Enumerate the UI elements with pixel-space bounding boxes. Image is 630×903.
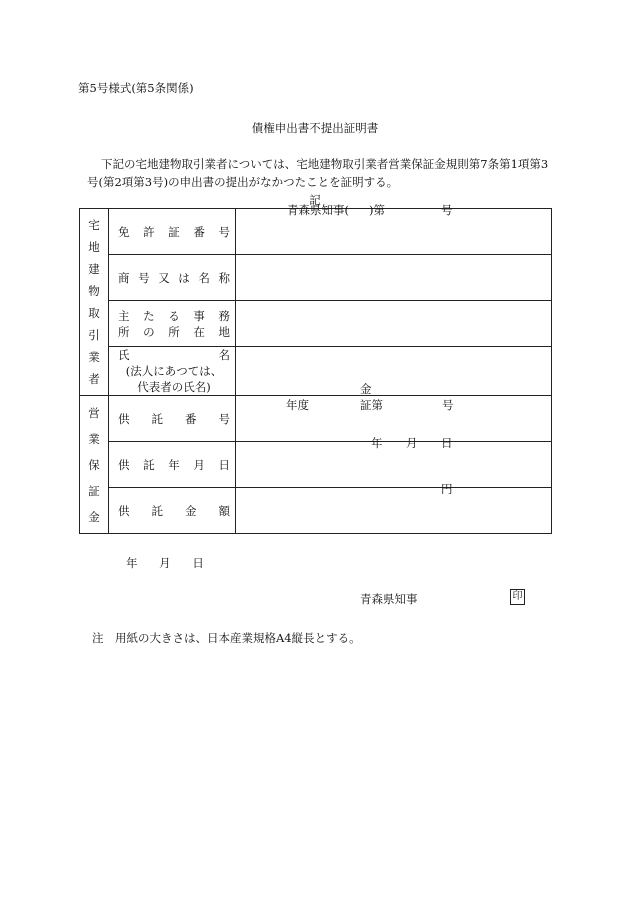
label-char: 主 <box>118 308 130 323</box>
issue-date-month: 月 <box>159 556 171 570</box>
section-deposit-label: 営業保証金 <box>88 405 100 524</box>
deposit-no-label <box>109 411 235 427</box>
label-char: 供 <box>118 503 130 518</box>
deposit-suffix: 号 <box>442 398 454 412</box>
name-label-right: 名 <box>218 348 230 362</box>
label-char: 商 <box>118 270 130 285</box>
label-char: 又 <box>158 270 170 285</box>
label-char: 月 <box>193 457 205 472</box>
label-char: 供 <box>118 457 130 472</box>
intro-line-2: 号(第2項第3号)の申出書の提出がなかつたことを証明する。 <box>87 175 399 189</box>
label-char: 号 <box>138 270 150 285</box>
label-char: 免 <box>118 224 130 239</box>
intro-line-1: 下記の宅地建物取引業者については、宅地建物取引業者営業保証金規則第7条第1項第3 <box>101 157 549 171</box>
ki-heading: 記 <box>309 193 321 207</box>
label-char: 託 <box>151 411 163 426</box>
deposit-shodai: 証第 <box>360 398 383 412</box>
deposit-date-label-cell <box>109 442 236 488</box>
deposit-date-value-cell[interactable] <box>236 436 552 488</box>
issue-date-year: 年 <box>126 556 138 570</box>
label-char: 許 <box>143 224 155 239</box>
label-char: 番 <box>193 224 205 239</box>
section-deposit <box>80 396 109 534</box>
label-char: 年 <box>168 457 180 472</box>
section-dealer <box>80 209 109 396</box>
name-value-cell[interactable] <box>236 347 552 396</box>
deposit-year: 年度 <box>286 398 309 412</box>
label-char: 番 <box>185 411 197 426</box>
footnote: 注 用紙の大きさは、日本産業規格A4縦長とする。 <box>92 631 361 645</box>
document-title: 債権申出書不提出証明書 <box>251 121 379 135</box>
form-number-label: 第5号様式(第5条関係) <box>78 81 194 95</box>
deposit-kin: 金 <box>360 382 372 396</box>
deposit-amount-value-cell[interactable] <box>236 482 552 534</box>
deposit-amount-label-cell <box>109 488 236 534</box>
certificate-table <box>79 203 552 534</box>
office-label-cell <box>109 301 236 347</box>
label-char: 証 <box>168 224 180 239</box>
label-char: 所 <box>168 324 180 339</box>
label-char: の <box>143 324 155 339</box>
issue-date-day: 日 <box>192 556 204 570</box>
license-prefix: 青森県知事( <box>287 203 349 217</box>
name-label-sub1: (法人にあつては、 <box>125 364 223 378</box>
office-label <box>109 308 235 340</box>
label-char: 称 <box>218 270 230 285</box>
label-char: 供 <box>118 411 130 426</box>
label-char: 事 <box>193 308 205 323</box>
label-char: 託 <box>151 503 163 518</box>
deposit-date-month: 月 <box>406 436 418 450</box>
label-char: 号 <box>218 224 230 239</box>
deposit-no-label-cell <box>109 396 236 442</box>
label-char: 地 <box>218 324 230 339</box>
label-char: 号 <box>218 411 230 426</box>
deposit-date-day: 日 <box>441 436 453 450</box>
office-value-cell[interactable] <box>236 301 552 347</box>
deposit-date-year: 年 <box>371 436 383 450</box>
label-char: た <box>143 308 155 323</box>
license-value-cell[interactable] <box>236 203 552 255</box>
name-label <box>109 347 235 395</box>
license-suffix: 号 <box>441 203 453 217</box>
deposit-no-value-cell[interactable] <box>236 382 552 442</box>
label-char: 金 <box>185 503 197 518</box>
license-label <box>109 224 235 240</box>
name-label-cell <box>109 347 236 396</box>
label-char: 額 <box>218 503 230 518</box>
license-paren-close: )第 <box>369 203 385 217</box>
label-char: 所 <box>118 324 130 339</box>
label-char: る <box>168 308 180 323</box>
deposit-date-label <box>109 457 235 473</box>
governor-label: 青森県知事 <box>360 592 418 606</box>
label-char: 託 <box>143 457 155 472</box>
section-dealer-label: 宅地建物取引業者 <box>88 218 100 386</box>
trade-name-label <box>109 270 235 286</box>
trade-name-label-cell <box>109 255 236 301</box>
issue-date-line <box>126 555 204 571</box>
seal-stamp: 印 <box>510 589 525 605</box>
trade-name-value-cell[interactable] <box>236 255 552 301</box>
label-char: 日 <box>218 457 230 472</box>
label-char: 務 <box>218 308 230 323</box>
label-char: は <box>178 270 190 285</box>
label-char: 在 <box>193 324 205 339</box>
license-label-cell <box>109 209 236 255</box>
name-label-sub2: 代表者の氏名) <box>137 380 211 394</box>
deposit-amount-label <box>109 503 235 519</box>
deposit-amount-unit: 円 <box>441 482 453 496</box>
label-char: 名 <box>198 270 210 285</box>
intro-paragraph <box>87 155 567 191</box>
name-label-left: 氏 <box>118 348 130 362</box>
